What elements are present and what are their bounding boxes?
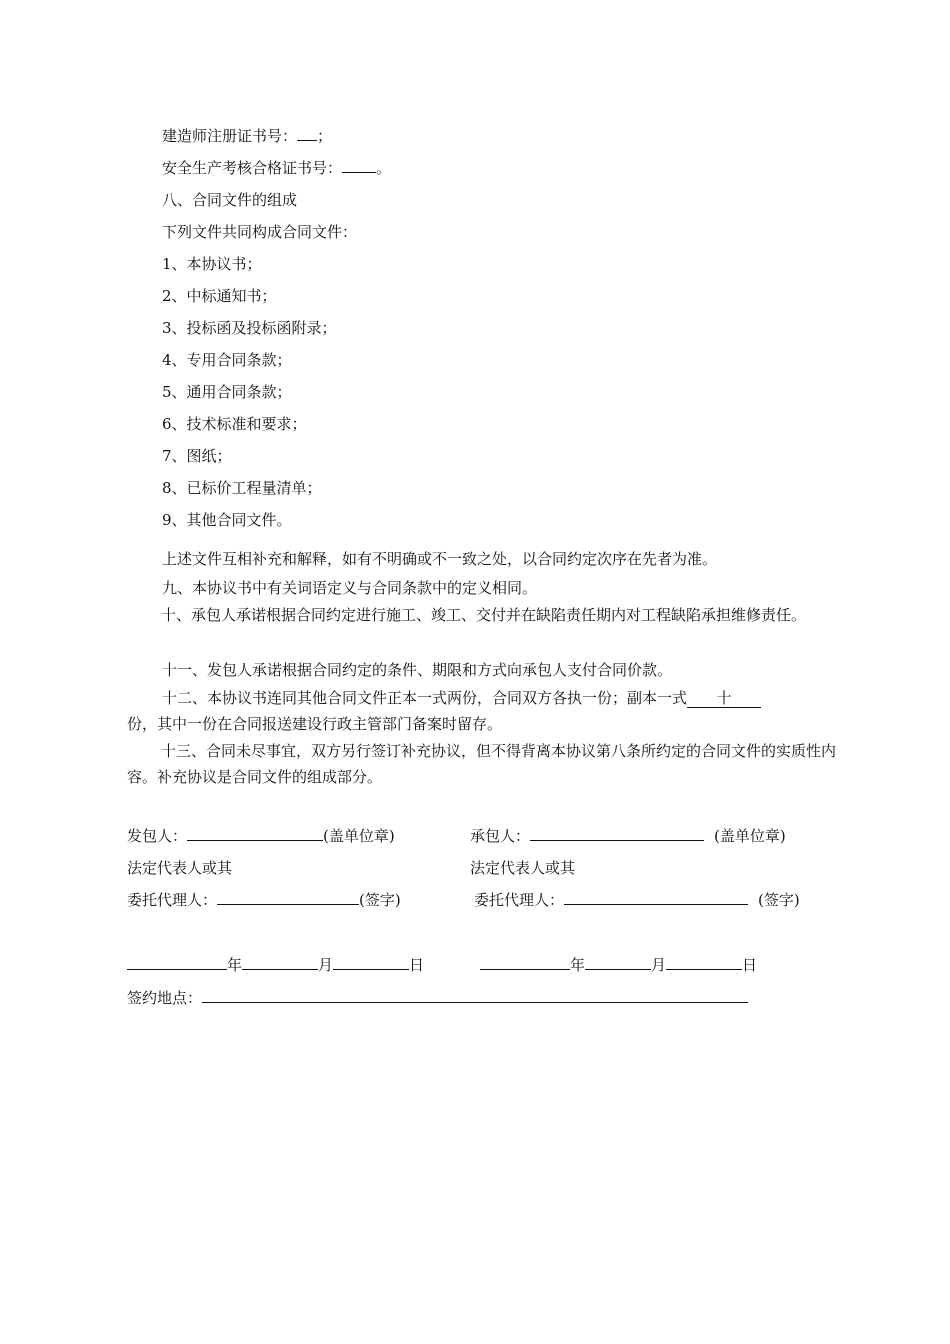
section11-paragraph: 十一、发包人承诺根据合同约定的条件、期限和方式向承包人支付合同价款。 — [162, 661, 673, 679]
employer-seal-note: (盖单位章) — [323, 827, 395, 845]
day-label: 日 — [742, 956, 758, 974]
employer-sign-note: (签字) — [359, 891, 401, 909]
contractor-legal-rep: 法定代表人或其 — [470, 859, 576, 877]
section12-line1 — [162, 688, 761, 708]
builder-registration-blank[interactable] — [297, 126, 317, 141]
employer-agent-label: 委托代理人： — [127, 891, 218, 909]
safety-cert-line — [162, 158, 391, 178]
contractor-day-field[interactable] — [666, 955, 742, 970]
employer-line — [127, 826, 395, 846]
section13-paragraph: 十三、合同未尽事宜，双方另行签订补充协议，但不得背离本协议第八条所约定的合同文件的实质性内容。补充协议是合同文件的组成部分。 — [127, 742, 837, 786]
doc-list-item: 2、中标通知书； — [162, 287, 277, 305]
employer-label: 发包人： — [127, 827, 188, 845]
copies-count-field[interactable]: 十 — [687, 689, 761, 708]
contractor-name-field[interactable] — [530, 826, 704, 841]
section8-title: 八、合同文件的组成 — [162, 191, 298, 209]
doc-list-item: 7、图纸； — [162, 447, 232, 465]
employer-agent-field[interactable] — [217, 890, 359, 905]
employer-agent-line — [127, 890, 401, 910]
employer-year-field[interactable] — [127, 955, 227, 970]
safety-cert-label: 安全生产考核合格证书号： — [162, 159, 343, 177]
contractor-agent-line — [474, 890, 800, 910]
doc-list-item: 9、其他合同文件。 — [162, 511, 292, 529]
employer-day-field[interactable] — [333, 955, 409, 970]
signing-place-field[interactable] — [202, 988, 748, 1003]
employer-legal-rep: 法定代表人或其 — [127, 859, 233, 877]
contractor-month-field[interactable] — [585, 955, 651, 970]
month-label: 月 — [651, 956, 667, 974]
precedence-paragraph: 上述文件互相补充和解释，如有不明确或不一致之处，以合同约定次序在先者为准。 — [162, 550, 718, 568]
year-label: 年 — [570, 956, 586, 974]
contractor-agent-field[interactable] — [564, 890, 748, 905]
signing-place-label: 签约地点： — [127, 989, 203, 1007]
contractor-sign-note: (签字) — [758, 891, 800, 909]
month-label: 月 — [318, 956, 334, 974]
employer-month-field[interactable] — [242, 955, 318, 970]
contractor-agent-label: 委托代理人： — [474, 891, 565, 909]
doc-list-item: 4、专用合同条款； — [162, 351, 292, 369]
contractor-seal-note: (盖单位章) — [714, 827, 786, 845]
section10-paragraph: 十、承包人承诺根据合同约定进行施工、竣工、交付并在缺陷责任期内对工程缺陷承担维修责任。 — [161, 606, 807, 624]
signing-place-line — [127, 988, 748, 1008]
doc-list-item: 6、技术标准和要求； — [162, 415, 307, 433]
doc-list-item: 3、投标函及投标函附录； — [162, 319, 337, 337]
section9-paragraph: 九、本协议书中有关词语定义与合同条款中的定义相同。 — [162, 579, 538, 597]
year-label: 年 — [227, 956, 243, 974]
contractor-date-line — [480, 955, 757, 975]
builder-registration-label: 建造师注册证书号： — [162, 127, 298, 145]
doc-list-item: 1、本协议书； — [162, 255, 262, 273]
safety-cert-blank[interactable] — [342, 158, 376, 173]
contractor-label: 承包人： — [470, 827, 531, 845]
contractor-year-field[interactable] — [480, 955, 570, 970]
employer-name-field[interactable] — [187, 826, 323, 841]
doc-list-item: 8、已标价工程量清单； — [162, 479, 322, 497]
section12-line2: 份，其中一份在合同报送建设行政主管部门备案时留存。 — [127, 715, 503, 733]
doc-list-item: 5、通用合同条款； — [162, 383, 292, 401]
section8-intro: 下列文件共同构成合同文件： — [162, 223, 358, 241]
builder-registration-line — [162, 126, 332, 146]
employer-date-line — [127, 955, 424, 975]
section12-text: 十二、本协议书连同其他合同文件正本一式两份，合同双方各执一份；副本一式 — [162, 689, 688, 707]
punctuation: 。 — [376, 159, 392, 177]
day-label: 日 — [409, 956, 425, 974]
punctuation: ； — [317, 127, 333, 145]
contractor-line — [470, 826, 786, 846]
